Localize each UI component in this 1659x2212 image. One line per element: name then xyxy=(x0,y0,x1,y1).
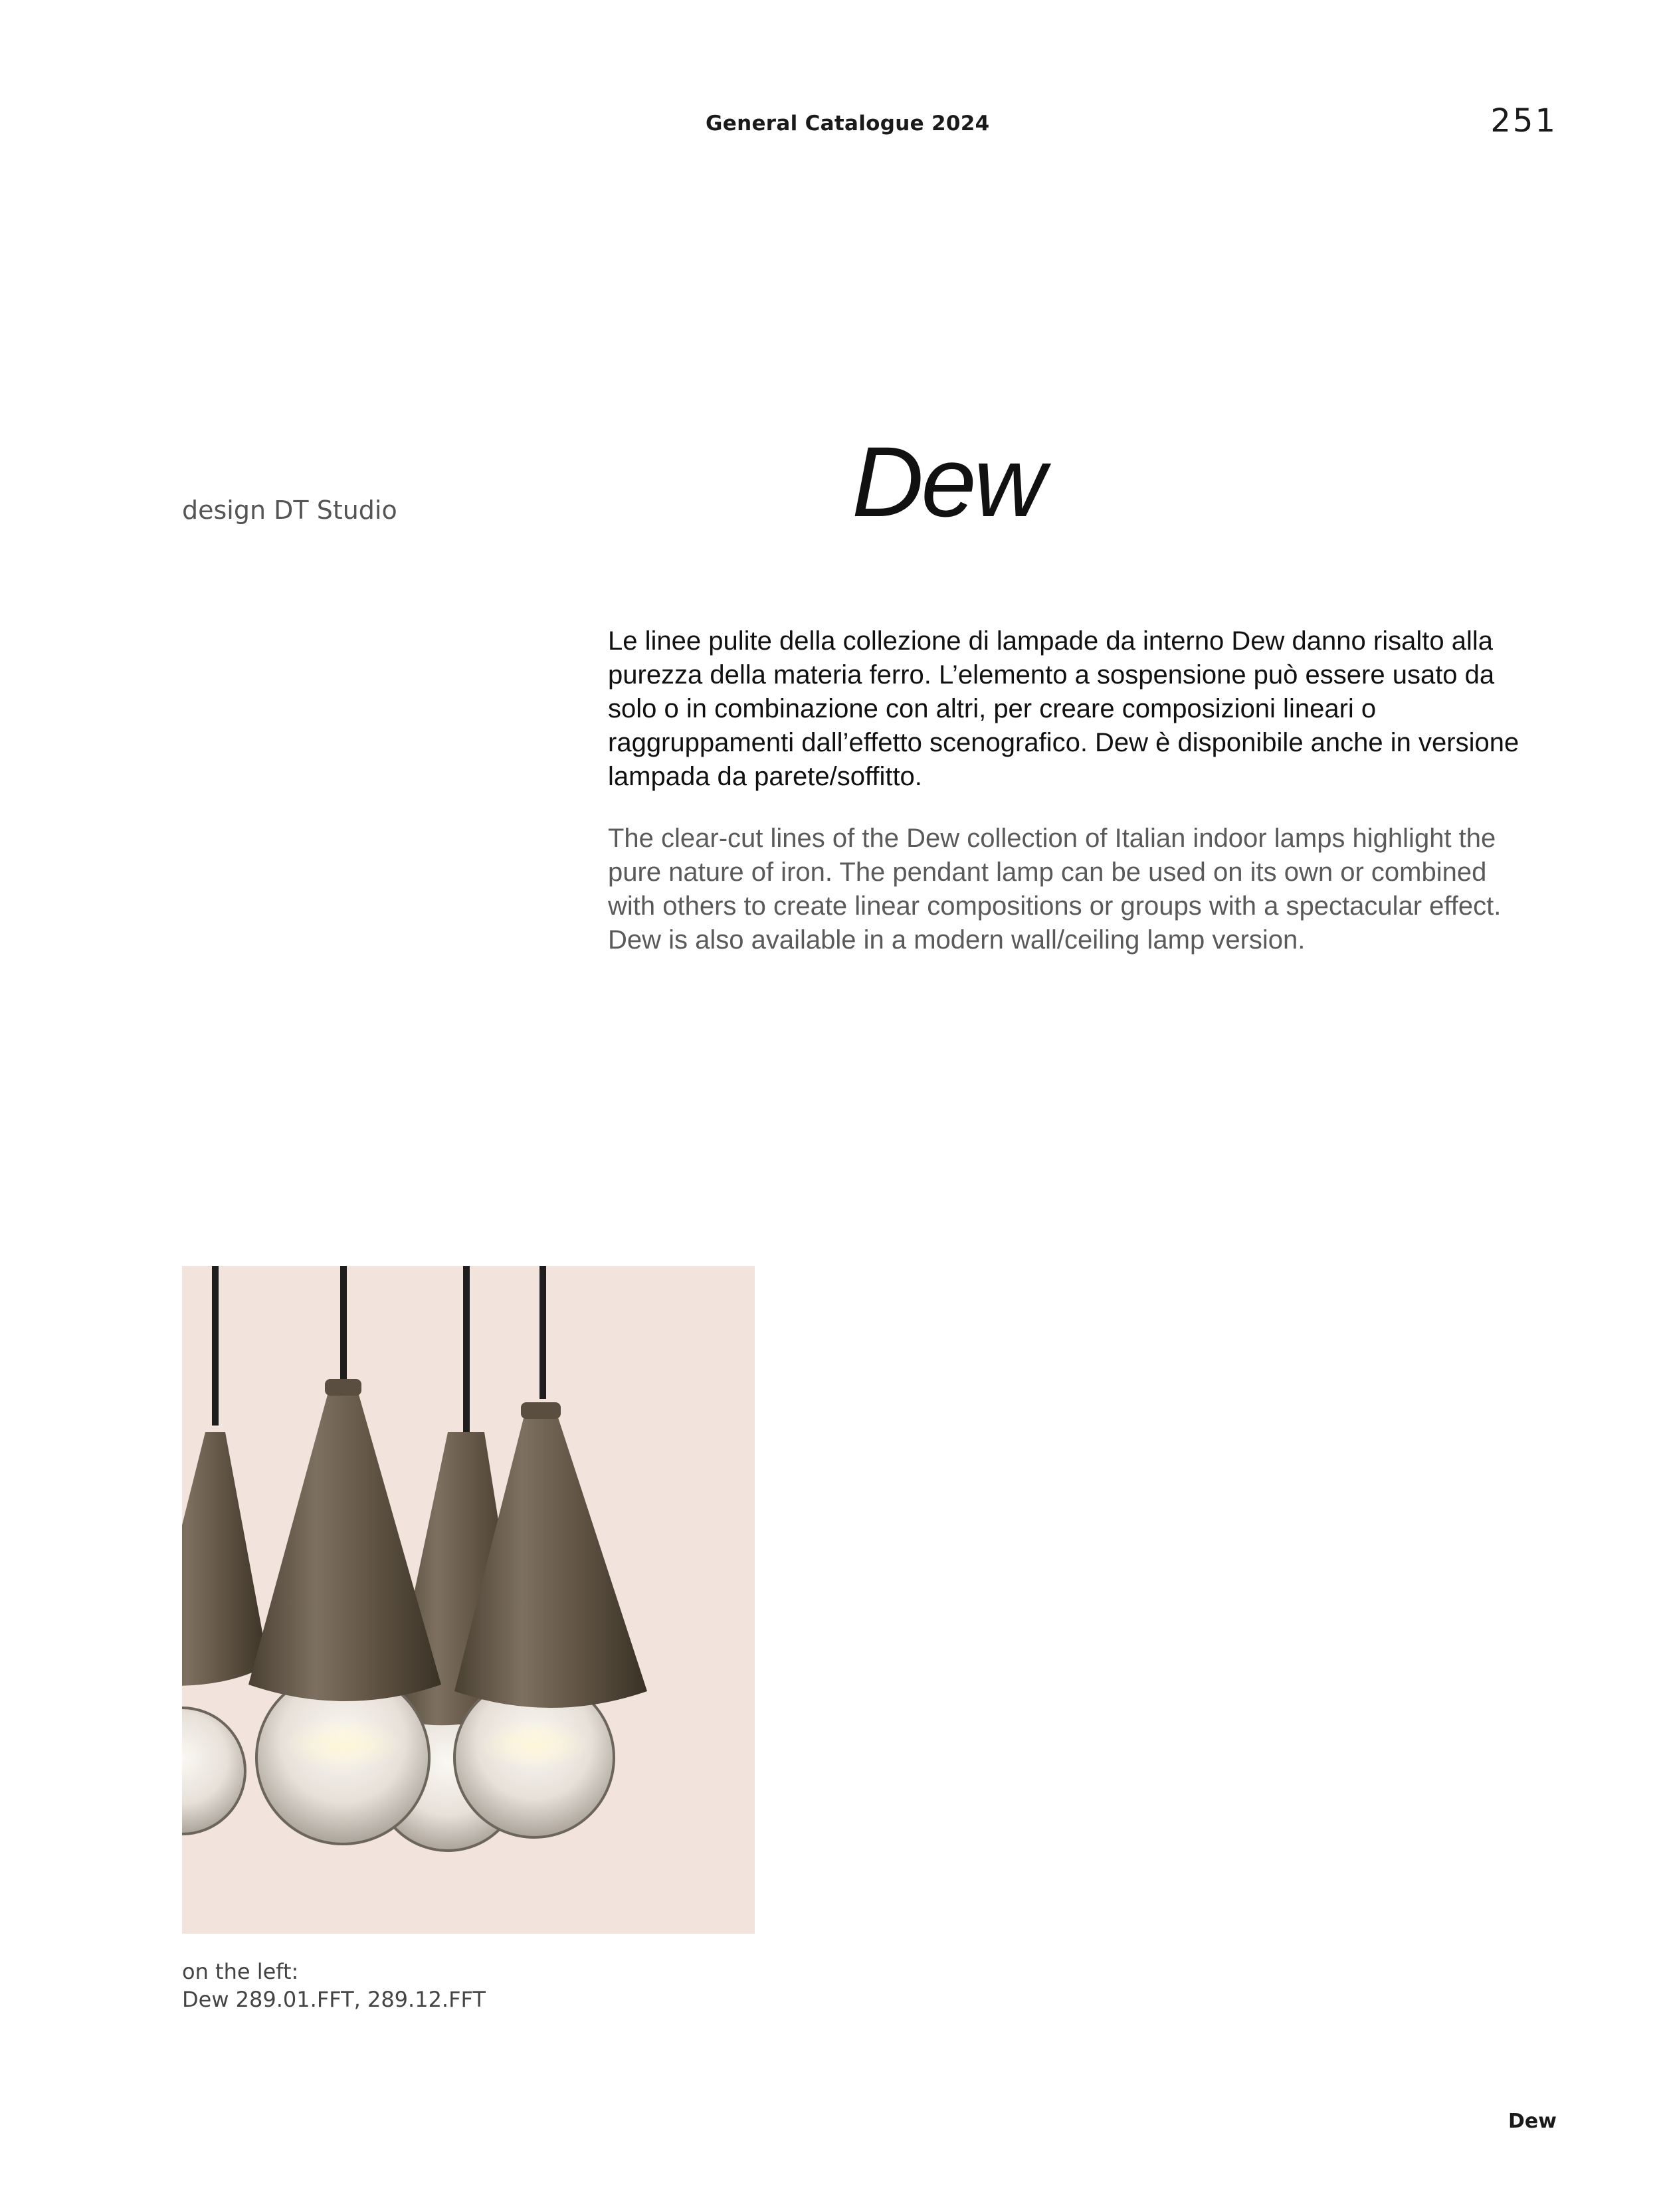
caption-line-1: on the left: xyxy=(182,1959,299,1984)
designer-credit: design DT Studio xyxy=(182,496,397,525)
caption-line-2: Dew 289.01.FFT, 289.12.FFT xyxy=(182,1987,486,2012)
product-photo xyxy=(182,1266,755,1934)
photo-caption xyxy=(182,1958,486,2013)
page-number: 251 xyxy=(1490,102,1557,139)
catalogue-title: General Catalogue 2024 xyxy=(706,112,990,136)
footer-section-label: Dew xyxy=(1508,2110,1557,2133)
description-italian: Le linee pulite della collezione di lampade da interno Dew danno risalto alla purezza della materia ferro. L’elemento a sospensione può essere usato da solo o in combinazione con altri, per creare composizioni lineari o raggruppamenti dall’effetto scenografico. Dew è disponibile anche in versione lampada da parete/soffitto. xyxy=(608,626,1519,791)
collection-title: Dew xyxy=(852,426,1044,537)
description-english: The clear-cut lines of the Dew collection of Italian indoor lamps highlight the pure nature of iron. The pendant lamp can be used on its own or combined with others to create linear compositions or groups with a spectacular effect. Dew is also available in a modern wall/ceiling lamp version. xyxy=(608,824,1502,955)
